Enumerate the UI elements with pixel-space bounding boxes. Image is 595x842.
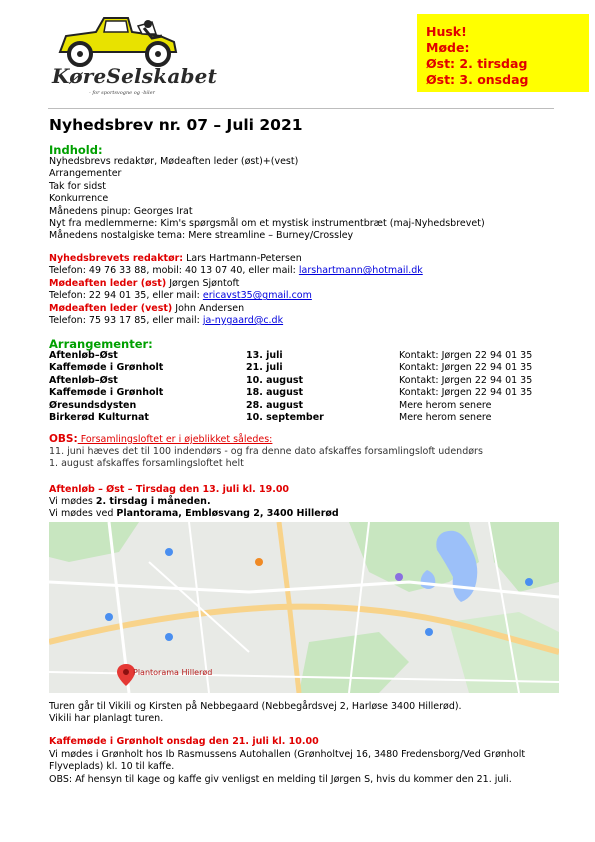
editor-phone: Telefon: 49 76 33 88, mobil: 40 13 07 40, eller mail:: [49, 265, 299, 277]
east-leader-contact: [49, 290, 423, 302]
trip-description: [49, 701, 462, 726]
table-row: [49, 400, 549, 412]
list-item: Tak for sidst: [49, 180, 106, 192]
event-name: Kaffemøde i Grønholt: [49, 387, 164, 399]
obs-line: 1. august afskaffes forsamlingsloftet helt: [49, 458, 244, 470]
coffee-meeting-heading: Kaffemøde i Grønholt onsdag den 21. juli kl. 10.00: [49, 736, 319, 747]
coffee-meeting-body: [49, 749, 525, 786]
table-row: [49, 387, 549, 399]
poi-icon: [395, 573, 403, 581]
obs-label: OBS:: [49, 433, 78, 445]
evening-run-body: [49, 496, 339, 521]
obs-line: 11. juni hæves det til 100 indendørs - og fra denne dato afskaffes forsamlingsloft udendørs: [49, 446, 483, 457]
east-leader-mail-link[interactable]: ericavst35@gmail.com: [202, 290, 312, 302]
reminder-line: Møde:: [426, 40, 470, 55]
editor-name: Lars Hartmann-Petersen: [183, 253, 302, 264]
map[interactable]: [49, 522, 559, 693]
west-leader-name: John Andersen: [172, 302, 245, 314]
reminder-line: Øst: 2. tirsdag: [426, 56, 528, 71]
events-heading: Arrangementer:: [49, 337, 153, 351]
table-row: [49, 375, 549, 387]
meeting-location: Plantorama, Embløsvang 2, 3400 Hillerød: [116, 508, 339, 520]
contents-list: [49, 156, 485, 243]
editor-mail-link[interactable]: larshartmann@hotmail.dk: [298, 265, 423, 277]
poi-icon: [165, 548, 173, 556]
logo-tagline: - for sportsvogne og -biler: [89, 90, 155, 96]
trip-line: Turen går til Vikili og Kirsten på Nebbegaard (Nebbegårdsvej 2, Harløse 3400 Hillerød).: [49, 701, 462, 712]
logo-text: KøreSelskabet: [52, 64, 218, 88]
poi-icon: [525, 578, 533, 586]
list-item: Nyhedsbrevs redaktør, Mødeaften leder (øst)+(vest): [49, 156, 299, 167]
event-contact: Kontakt: Jørgen 22 94 01 35: [399, 362, 533, 374]
event-contact: Mere herom senere: [399, 411, 492, 423]
map-marker-label: Plantorama Hillerød: [133, 668, 213, 677]
west-leader-label: Mødeaften leder (vest): [49, 302, 173, 314]
list-item: Månedens pinup: Georges Irat: [49, 205, 193, 217]
east-leader-name: Jørgen Sjøntoft: [166, 277, 240, 289]
event-date: 18. august: [246, 387, 304, 399]
obs-title: Forsamlingsloftet er i øjeblikket således:: [77, 434, 273, 445]
poi-icon: [255, 558, 263, 566]
west-leader-mail-link[interactable]: ja-nygaard@c.dk: [202, 315, 284, 327]
event-name: Birkerød Kulturnat: [49, 411, 149, 423]
evening-run-heading: Aftenløb – Øst – Tirsdag den 13. juli kl. 19.00: [49, 484, 290, 495]
event-date: 13. juli: [246, 350, 283, 361]
reminder-line: Husk!: [426, 24, 467, 39]
coffee-line: Vi mødes i Grønholt hos Ib Rasmussens Autohallen (Grønholtvej 16, 3480 Fredensborg/Ved Grønholt: [49, 749, 526, 760]
reminder-line: Øst: 3. onsdag: [426, 72, 529, 87]
list-item: Nyt fra medlemmerne: Kim's spørgsmål om et mystisk instrumentbræt (maj-Nyhedsbrevet): [49, 218, 485, 230]
location-prefix: Vi mødes ved: [49, 508, 117, 520]
map-graphic: [49, 522, 559, 693]
table-row: [49, 350, 549, 362]
header-divider: [48, 108, 554, 109]
event-name: Aftenløb–Øst: [49, 374, 118, 386]
event-contact: Mere herom senere: [399, 399, 492, 411]
poi-icon: [105, 613, 113, 621]
east-leader-phone: Telefon: 22 94 01 35, eller mail:: [49, 290, 203, 302]
editor-contact: [49, 265, 423, 277]
coffee-line: Flyveplads) kl. 10 til kaffe.: [49, 761, 175, 773]
meeting-prefix: Vi mødes: [49, 496, 96, 507]
west-leader-contact: [49, 315, 423, 327]
list-item: Månedens nostalgiske tema: Mere streamline – Burney/Crossley: [49, 230, 354, 242]
west-leader-phone: Telefon: 75 93 17 85, eller mail:: [49, 315, 203, 327]
editor-label: Nyhedsbrevets redaktør:: [49, 253, 184, 264]
list-item: Konkurrence: [49, 193, 109, 205]
obs-heading: [49, 433, 272, 445]
page-title: Nyhedsbrev nr. 07 – Juli 2021: [49, 116, 303, 134]
event-date: 10. august: [246, 374, 304, 386]
event-contact: Kontakt: Jørgen 22 94 01 35: [399, 387, 533, 399]
event-name: Kaffemøde i Grønholt: [49, 362, 164, 374]
event-name: Øresundsdysten: [49, 399, 137, 411]
table-row: [49, 362, 549, 374]
east-leader-label: Mødeaften leder (øst): [49, 277, 167, 289]
event-date: 21. juli: [246, 362, 283, 374]
coffee-line: OBS: Af hensyn til kage og kaffe giv venligst en melding til Jørgen S, hvis du kommer den 21. juli.: [49, 773, 512, 785]
poi-icon: [165, 633, 173, 641]
meeting-line: [49, 496, 339, 508]
event-name: Aftenløb–Øst: [49, 350, 118, 361]
meeting-frequency: 2. tirsdag i måneden.: [95, 496, 211, 507]
event-date: 10. september: [246, 411, 324, 423]
editor-line: [49, 253, 423, 265]
event-contact: Kontakt: Jørgen 22 94 01 35: [399, 350, 533, 361]
contents-heading: Indhold:: [49, 143, 103, 157]
table-row: [49, 412, 549, 424]
vintage-car-icon: [52, 12, 192, 70]
obs-body: [49, 446, 483, 471]
events-table: [49, 350, 549, 424]
contacts-section: [49, 253, 423, 327]
event-contact: Kontakt: Jørgen 22 94 01 35: [399, 374, 533, 386]
logo: [52, 12, 218, 102]
east-leader-line: [49, 278, 423, 290]
poi-icon: [425, 628, 433, 636]
reminder-box: [417, 14, 589, 92]
meeting-location-line: [49, 508, 339, 520]
list-item: Arrangementer: [49, 168, 122, 180]
trip-line: Vikili har planlagt turen.: [49, 713, 164, 725]
event-date: 28. august: [246, 399, 304, 411]
west-leader-line: [49, 303, 423, 315]
